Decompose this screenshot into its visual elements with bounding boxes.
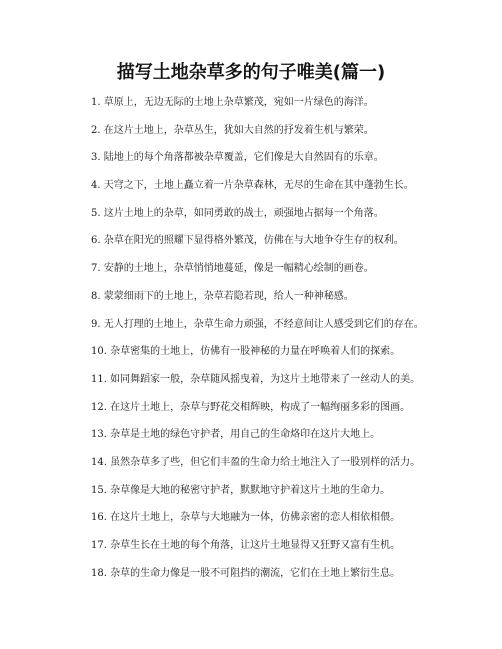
- list-item: 15. 杂草像是大地的秘密守护者，默默地守护着这片土地的生命力。: [91, 484, 391, 496]
- list-item: 13. 杂草是土地的绿色守护者，用自己的生命烙印在这片大地上。: [91, 429, 381, 441]
- list-item: 16. 在这片土地上，杂草与大地融为一体，仿佛亲密的恋人相依相偎。: [91, 512, 401, 524]
- sentence-list: [91, 96, 491, 594]
- list-item: 4. 天穹之下，土地上矗立着一片杂草森林，无尽的生命在其中蓬勃生长。: [91, 180, 414, 192]
- list-item: 3. 陆地上的每个角落都被杂草覆盖，它们像是大自然固有的乐章。: [91, 152, 384, 164]
- list-item: 5. 这片土地上的杂草，如同勇敢的战士，顽强地占据每一个角落。: [91, 207, 384, 219]
- list-item: 7. 安静的土地上，杂草悄悄地蔓延，像是一幅精心绘制的画卷。: [91, 263, 374, 275]
- list-item: 18. 杂草的生命力像是一股不可阻挡的潮流，它们在土地上繁衍生息。: [91, 567, 401, 579]
- list-item: 9. 无人打理的土地上，杂草生命力顽强，不经意间让人感受到它们的存在。: [91, 318, 424, 330]
- list-item: 17. 杂草生长在土地的每个角落，让这片土地显得又狂野又富有生机。: [91, 540, 401, 551]
- list-item: 11. 如同舞蹈家一般，杂草随风摇曳着，为这片土地带来了一丝动人的美。: [91, 373, 421, 385]
- list-item: 10. 杂草密集的土地上，仿佛有一股神秘的力量在呼唤着人们的探索。: [91, 346, 401, 358]
- page-title: 描写土地杂草多的句子唯美(篇一): [116, 62, 386, 83]
- list-item: 6. 杂草在阳光的照耀下显得格外繁茂，仿佛在与大地争夺生存的权利。: [91, 235, 404, 247]
- list-item: 8. 蒙蒙细雨下的土地上，杂草若隐若现，给人一种神秘感。: [91, 290, 354, 302]
- list-item: 12. 在这片土地上，杂草与野花交相辉映，构成了一幅绚丽多彩的图画。: [91, 401, 411, 413]
- list-item: 1. 草原上，无边无际的土地上杂草繁茂，宛如一片绿色的海洋。: [91, 97, 374, 108]
- list-item: 14. 虽然杂草多了些，但它们丰盈的生命力给土地注入了一股别样的活力。: [91, 456, 421, 468]
- list-item: 2. 在这片土地上，杂草丛生，犹如大自然的抒发着生机与繁荣。: [91, 124, 374, 136]
